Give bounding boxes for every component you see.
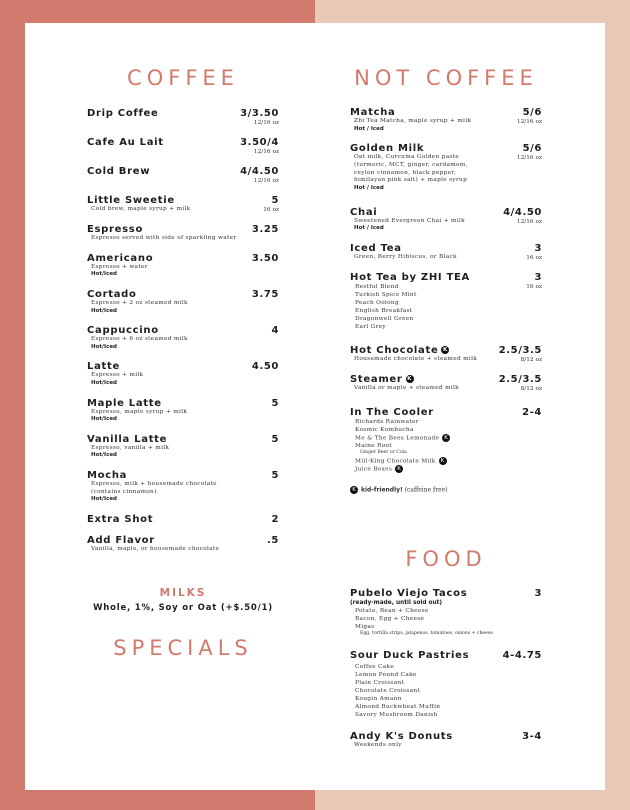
item-price: 2-4 <box>522 406 542 418</box>
list-item: Peach Oolong <box>355 299 399 306</box>
item-price: 3 <box>534 242 542 254</box>
item-price: 5 <box>271 433 279 445</box>
list-item: Bacon, Egg + Cheese <box>355 616 425 622</box>
item-desc-group <box>87 235 236 243</box>
item-hot-iced: Hot / Iced <box>354 225 384 232</box>
list-item: Coffee Cake <box>355 663 395 670</box>
menu-item-pastries <box>350 650 542 719</box>
item-row <box>87 137 279 148</box>
tacos-list <box>350 607 542 638</box>
milks-text: Whole, 1%, Soy or Oat (+$.50/1) <box>93 603 273 613</box>
item-name: Add Flavor <box>87 534 155 546</box>
item-hot-iced: Hot/Iced <box>91 343 117 350</box>
coffee-items <box>87 108 279 554</box>
list-item-label: Mill-King Chocolate Milk <box>355 458 436 465</box>
item-name: Maple Latte <box>87 397 162 409</box>
item-desc: Espresso + milk <box>91 372 144 379</box>
food-section <box>350 547 542 759</box>
not-coffee-title: NOT COFFEE <box>354 66 538 90</box>
menu-item <box>87 325 279 351</box>
item-name: Espresso <box>87 224 144 235</box>
item-row <box>87 434 279 445</box>
item-hot-iced: Hot/Iced <box>91 452 117 459</box>
item-price: 4/4.50 <box>240 166 279 177</box>
not-coffee-section <box>350 66 542 504</box>
item-desc-group <box>87 336 188 351</box>
menu-item-cooler <box>350 407 542 494</box>
item-name: Matcha <box>350 107 396 118</box>
menu-item <box>87 108 279 127</box>
menu-item-tacos <box>350 588 542 638</box>
item-desc: (contains cinnamon) <box>91 488 157 495</box>
menu-item <box>87 289 279 315</box>
item-row <box>87 514 279 525</box>
item-desc-group <box>87 206 190 214</box>
list-item: Kosmic Kombucha <box>355 426 414 433</box>
list-item-label: Juice Boxes <box>355 466 393 473</box>
item-name: Hot Tea by ZHI TEA <box>350 271 470 283</box>
item-price: 4.50 <box>251 361 279 373</box>
item-row <box>87 253 279 264</box>
item-desc-row <box>87 300 279 315</box>
list-item: Dragonwell Green <box>355 315 414 322</box>
item-desc: Espresso, maple syrup + milk <box>91 408 188 415</box>
kid-friendly-icon: K <box>439 457 447 465</box>
item-desc-row <box>87 409 279 424</box>
item-size: 12/16 oz <box>253 178 279 184</box>
kid-friendly-icon: K <box>350 486 358 494</box>
item-row <box>87 535 279 546</box>
list-item <box>350 434 542 443</box>
kid-friendly-legend <box>350 486 542 494</box>
item-price: 2 <box>271 513 279 525</box>
item-price: 5 <box>271 397 279 409</box>
item-price: 5 <box>271 195 279 206</box>
item-size: 12/16 oz <box>253 149 279 155</box>
item-row <box>87 224 279 235</box>
item-price: 4-4.75 <box>502 649 542 661</box>
kid-friendly-label: kid-friendly! <box>361 486 403 494</box>
item-desc-group <box>87 264 148 279</box>
item-name: Cold Brew <box>87 166 151 177</box>
kid-friendly-icon: K <box>395 465 403 473</box>
item-name: Steamer <box>350 373 403 385</box>
item-desc-line: ceylon cinnamon, black pepper, <box>354 169 456 176</box>
list-item: Kougin Amann <box>355 695 402 702</box>
list-item: Savory Mushroom Danish <box>355 711 438 718</box>
item-name: Andy K's Donuts <box>350 730 453 742</box>
item-price: 3/3.50 <box>240 108 279 119</box>
menu-item <box>87 535 279 554</box>
item-row <box>87 361 279 372</box>
menu-item <box>87 224 279 243</box>
menu-item-steamer <box>350 374 542 393</box>
coffee-section <box>87 66 279 564</box>
item-row <box>87 398 279 409</box>
list-item: Plain Croissant <box>355 679 405 686</box>
item-hot-iced: Hot / Iced <box>354 125 384 132</box>
item-desc: Espresso served with side of sparkling water <box>91 235 237 241</box>
menu-item <box>87 470 279 504</box>
menu-item <box>87 434 279 460</box>
kid-friendly-note: (caffeine free) <box>402 486 448 494</box>
list-item <box>350 457 542 466</box>
item-desc-line: Oat milk, Curcuma Golden paste <box>354 154 460 161</box>
item-desc-group <box>87 300 188 315</box>
list-item-note: Ginger Beer or Cola <box>360 450 407 456</box>
kid-friendly-icon: K <box>407 375 413 382</box>
list-item: Restful Blend <box>355 283 399 290</box>
item-desc: Weekends only <box>354 741 402 748</box>
item-desc-group <box>87 546 219 554</box>
cooler-list <box>350 418 542 474</box>
item-hot-iced: Hot/Iced <box>91 271 117 278</box>
item-size: 8/12 oz <box>520 385 542 392</box>
item-price: 5/6 <box>522 143 542 155</box>
list-item <box>350 465 542 474</box>
list-item: Maine Root <box>355 443 392 450</box>
item-desc-line: (turmeric, MCT, ginger, cardamom, <box>354 161 468 168</box>
item-price: 5 <box>271 469 279 481</box>
list-item: Chocolate Croissant <box>355 687 421 694</box>
item-name: Hot Chocolate <box>350 344 439 356</box>
menu-item-matcha <box>350 107 542 133</box>
item-price: 4/4.50 <box>503 206 542 218</box>
item-desc-row <box>87 206 279 214</box>
menu-item-hot-chocolate <box>350 345 542 364</box>
item-price: 3 <box>534 271 542 283</box>
item-row <box>87 108 279 119</box>
item-price: 3.50 <box>251 252 279 264</box>
item-subtitle: (ready-made, until sold out) <box>350 600 443 606</box>
item-name: Americano <box>87 252 154 264</box>
item-name: Little Sweetie <box>87 195 175 206</box>
item-desc: Cold brew, maple syrup + milk <box>91 206 191 212</box>
kid-friendly-icon: K <box>442 434 450 442</box>
item-row <box>87 195 279 206</box>
item-hot-iced: Hot/Iced <box>91 380 117 387</box>
list-item: Lemon Pound Cake <box>355 671 417 678</box>
item-desc-row <box>87 235 279 243</box>
milks-title: MILKS <box>159 587 207 599</box>
item-desc-group <box>87 445 169 460</box>
item-row <box>87 325 279 336</box>
item-size: 12/16 oz <box>516 119 542 125</box>
item-name: Latte <box>87 361 120 373</box>
item-name: Golden Milk <box>350 143 425 155</box>
menu-item <box>87 166 279 185</box>
list-item: Almond Buckwheat Muffin <box>355 703 441 710</box>
item-hot-iced: Hot/Iced <box>91 496 117 503</box>
menu-item-iced-tea <box>350 243 542 262</box>
menu-item-golden-milk <box>350 143 542 192</box>
specials-section <box>87 636 279 660</box>
item-price: 2.5/3.5 <box>498 344 542 356</box>
item-desc: Espresso + 2 oz steamed milk <box>91 299 188 306</box>
item-desc-row <box>87 336 279 351</box>
item-desc: Zhi Tea Matcha, maple syrup + milk <box>354 118 472 124</box>
item-size: 12/16 oz <box>253 120 279 126</box>
item-name: Sour Duck Pastries <box>350 649 470 661</box>
item-desc: Housemade chocolate + steamed milk <box>354 355 478 362</box>
menu-item-hot-tea <box>350 272 542 331</box>
list-item: Migas <box>355 624 375 630</box>
menu-item <box>87 137 279 156</box>
item-desc-line: himilayan pink salt) + maple syrup <box>354 177 468 184</box>
item-name: Cappuccino <box>87 325 159 337</box>
item-price: 4 <box>271 325 279 337</box>
item-size: 12/16 oz <box>516 218 542 225</box>
item-row <box>87 289 279 300</box>
item-hot-iced: Hot/Iced <box>91 416 117 423</box>
item-size: 12/16 oz <box>516 155 542 162</box>
menu-item <box>87 195 279 214</box>
item-name: Mocha <box>87 469 128 481</box>
item-desc-row <box>87 481 279 504</box>
item-name: In The Cooler <box>350 406 434 418</box>
item-name: Extra Shot <box>87 513 154 525</box>
menu-item-donuts <box>350 731 542 750</box>
item-desc: Vanilla or maple + steamed milk <box>354 384 459 391</box>
item-desc: Espresso + 6 oz steamed milk <box>91 336 188 343</box>
list-item-label: Me & The Bees Lemonade <box>355 435 440 442</box>
item-desc: Vanilla, maple, or housemade chocolate <box>91 545 220 552</box>
item-name: Drip Coffee <box>87 108 159 119</box>
hot-tea-list <box>350 283 417 331</box>
specials-title: SPECIALS <box>113 636 253 660</box>
pastries-list <box>350 663 542 719</box>
item-size: 16 oz <box>526 254 542 261</box>
item-name: Chai <box>350 206 378 218</box>
item-row <box>87 166 279 177</box>
coffee-title: COFFEE <box>127 66 239 90</box>
item-name: Pubelo Viejo Tacos <box>350 588 468 599</box>
item-desc-row <box>87 546 279 554</box>
menu-item <box>87 398 279 424</box>
item-size: 16 oz <box>526 283 542 290</box>
menu-item <box>87 514 279 525</box>
list-item: Turkish Spice Mint <box>355 291 417 298</box>
list-item: Earl Grey <box>355 323 386 330</box>
list-item-note: Egg, tortilla strips, jalapenos, tomatoes, onions + cheese <box>360 631 493 636</box>
item-price: 3 <box>534 588 542 599</box>
item-price: 3.25 <box>251 224 279 235</box>
menu-item <box>87 361 279 387</box>
item-desc: Espresso, milk + housemade chocolate <box>91 480 217 487</box>
item-name: Iced Tea <box>350 242 402 254</box>
item-row <box>87 470 279 481</box>
item-desc: Green, Berry Hibiscus, or Black <box>354 253 457 260</box>
item-desc: Espresso + water <box>91 263 148 270</box>
item-size: 16 oz <box>263 207 279 213</box>
item-desc-group <box>87 409 187 424</box>
item-price: 3-4 <box>522 730 542 742</box>
menu-item <box>87 253 279 279</box>
item-hot-iced: Hot / Iced <box>354 185 384 192</box>
item-hot-iced: Hot/Iced <box>91 307 117 314</box>
list-item: English Breakfast <box>355 307 413 314</box>
food-title: FOOD <box>405 547 487 571</box>
menu-item-chai <box>350 207 542 233</box>
item-desc: Sweetened Evergreen Chai + milk <box>354 217 465 224</box>
item-price: .5 <box>267 534 279 546</box>
item-name: Cortado <box>87 288 137 300</box>
list-item: Richards Rainwater <box>355 418 419 425</box>
item-name: Vanilla Latte <box>87 433 168 445</box>
item-desc-group <box>87 481 217 504</box>
list-item: Potato, Bean + Cheese <box>355 608 429 614</box>
item-price: 3.75 <box>251 288 279 300</box>
item-desc-row <box>87 372 279 387</box>
item-name: Cafe Au Lait <box>87 137 164 148</box>
item-price: 3.50/4 <box>240 137 279 148</box>
item-desc-group <box>87 372 143 387</box>
item-desc: Espresso, vanilla + milk <box>91 444 170 451</box>
item-size: 8/12 oz <box>520 356 542 363</box>
item-desc-row <box>87 264 279 279</box>
item-price: 2.5/3.5 <box>498 373 542 385</box>
kid-friendly-icon: K <box>442 346 448 353</box>
item-price: 5/6 <box>522 107 542 118</box>
item-desc-row <box>87 445 279 460</box>
